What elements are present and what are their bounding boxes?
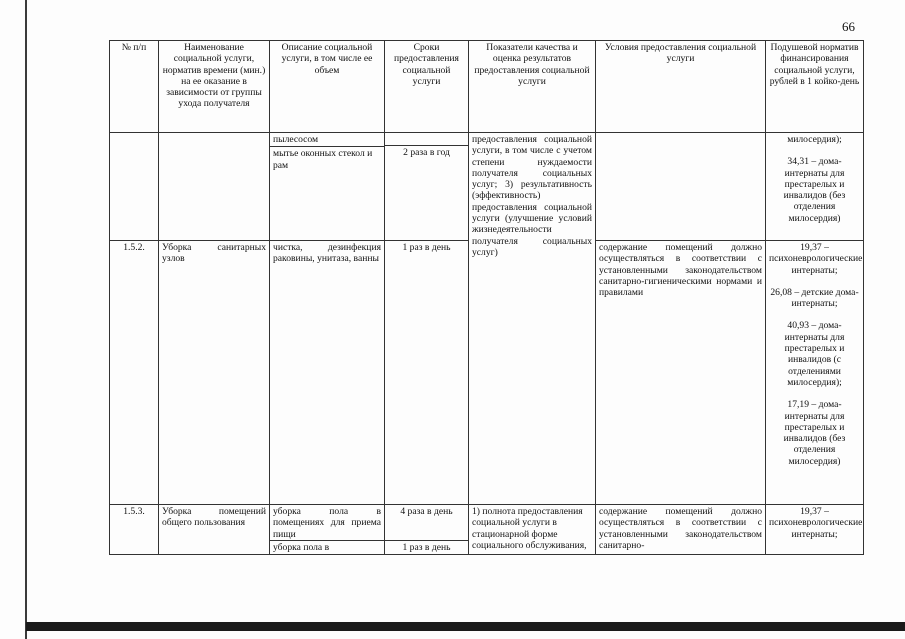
cell-conditions: содержание помещений должно осуществляться в соответствии с установленными законодательством санитарно- [596,505,766,555]
cell-quality-merged [469,133,596,505]
page-number: 66 [842,19,855,34]
cell-quality: 1) полнота предоставления социальной услуги в стационарной форме социального обслуживания, [469,505,596,555]
normative-line: милосердия); [787,134,842,145]
normative-line: 26,08 – детские дома-интернаты; [770,286,859,310]
cell-service-name [159,133,270,241]
normative-line: 19,37 – психоневрологические интернаты; [769,242,863,276]
header-number: № п/п [110,41,159,133]
header-quality: Показатели качества и оценка результатов предоставления социальной услуги [469,41,596,133]
term-value: 1 раз в день [385,540,468,553]
cell-service-name: Уборка санитарных узлов [159,241,270,505]
cell-normative [766,133,864,241]
cell-conditions [596,133,766,241]
cell-service-name: Уборка помещений общего пользования [159,505,270,555]
cell-terms: 1 раз в день [385,241,469,505]
cell-normative [766,241,864,505]
description-line: уборка пола в [270,540,384,553]
normative-line: 17,19 – дома-интернаты для престарелых и инвалидов (без отделения милосердия) [783,399,846,467]
cell-conditions: содержание помещений должно осуществляться в соответствии с установленными законодательством санитарно-гигиеническими нормами и правилами [596,241,766,505]
term-value: 4 раза в день [400,506,453,517]
quality-text: предоставления социальной услуги, в том числе с учетом степени нуждаемости получателя социальных услуг; 3) результативность (эффективность) предоставления социальной услуги (улучшение условий жизнедеятельности получателя социальных услуг) [472,134,592,258]
table-row-continued [110,133,864,241]
normative-line: 40,93 – дома-интернаты для престарелых и инвалидов (с отделениями милосердия); [784,320,845,388]
cell-description [270,505,385,555]
description-line: уборка пола в помещениях для приема пищи [273,506,381,540]
cell-number [110,133,159,241]
header-service-name: Наименование социальной услуги, норматив времени (мин.) на ее оказание в зависимости от группы ухода получателя [159,41,270,133]
page-left-edge [25,0,27,639]
table-header-row [110,41,864,133]
cell-number: 1.5.2. [110,241,159,505]
header-normative: Подушевой норматив финансирования социальной услуги, рублей в 1 койко-день [766,41,864,133]
services-table [109,40,864,555]
cell-terms [385,505,469,555]
normative-line: 34,31 – дома-интернаты для престарелых и инвалидов (без отделения милосердия) [783,156,846,224]
cell-description [270,133,385,241]
cell-description: чистка, дезинфекция раковины, унитаза, ванны [270,241,385,505]
cell-terms [385,133,469,241]
header-conditions: Условия предоставления социальной услуги [596,41,766,133]
description-line: пылесосом [273,134,319,145]
header-terms: Сроки предоставления социальной услуги [385,41,469,133]
cell-normative: 19,37 – психоневрологические интернаты; [766,505,864,555]
header-description: Описание социальной услуги, в том числе ее объем [270,41,385,133]
scan-bottom-edge [26,622,905,631]
table-row [110,505,864,555]
description-line: мытье оконных стекол и рам [270,146,384,171]
cell-number: 1.5.3. [110,505,159,555]
term-value: 2 раза в год [385,145,468,158]
